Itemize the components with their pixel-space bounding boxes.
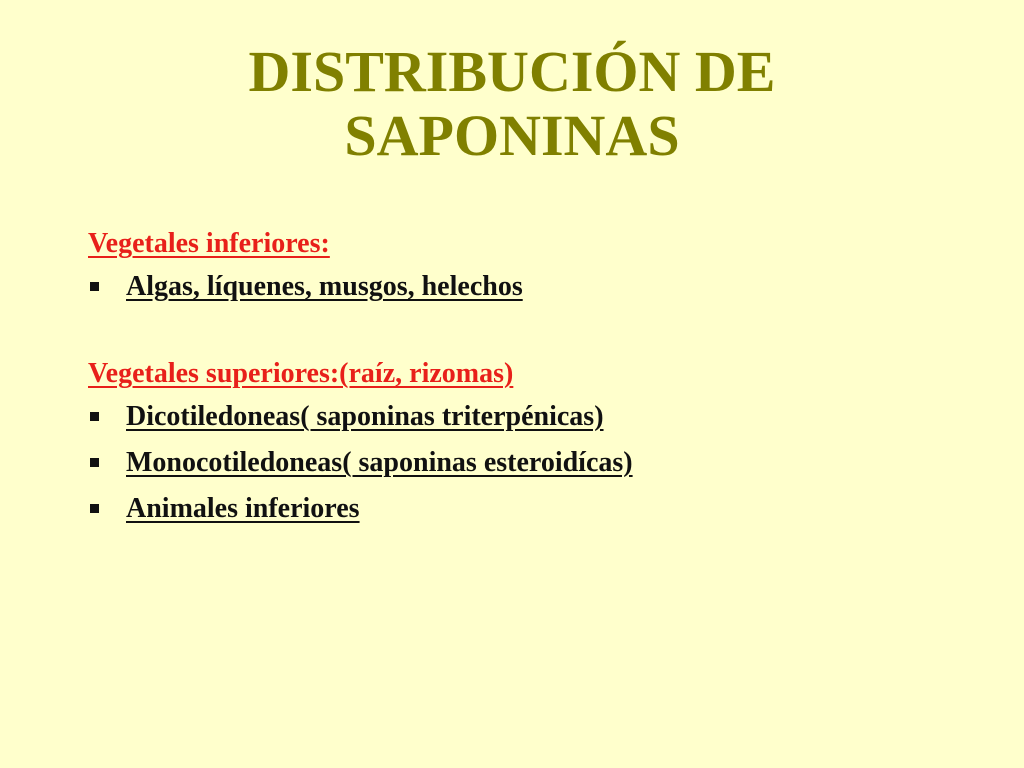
list-item (88, 394, 988, 440)
square-bullet-icon (90, 282, 99, 291)
list-item-text: Dicotiledoneas( saponinas triterpénicas) (126, 401, 604, 432)
page-title (0, 40, 1024, 168)
list-item-text: Animales inferiores (126, 493, 360, 524)
list-item (88, 440, 988, 486)
section-label-higher-plants: Vegetales superiores:(raíz, rizomas) (88, 358, 514, 389)
square-bullet-icon (90, 412, 99, 421)
list-item (88, 486, 988, 532)
bullet-list-higher-plants (88, 394, 988, 532)
bullet-list-lower-plants (88, 264, 988, 310)
slide-content (88, 224, 988, 532)
spacer (88, 310, 988, 354)
square-bullet-icon (90, 458, 99, 467)
list-item-text: Algas, líquenes, musgos, helechos (126, 271, 523, 302)
list-item-text: Monocotiledoneas( saponinas esteroidícas) (126, 447, 633, 478)
title-line-2: SAPONINAS (344, 103, 680, 168)
square-bullet-icon (90, 504, 99, 513)
title-line-1: DISTRIBUCIÓN DE (248, 39, 776, 104)
section-label-lower-plants: Vegetales inferiores: (88, 228, 330, 259)
list-item (88, 264, 988, 310)
